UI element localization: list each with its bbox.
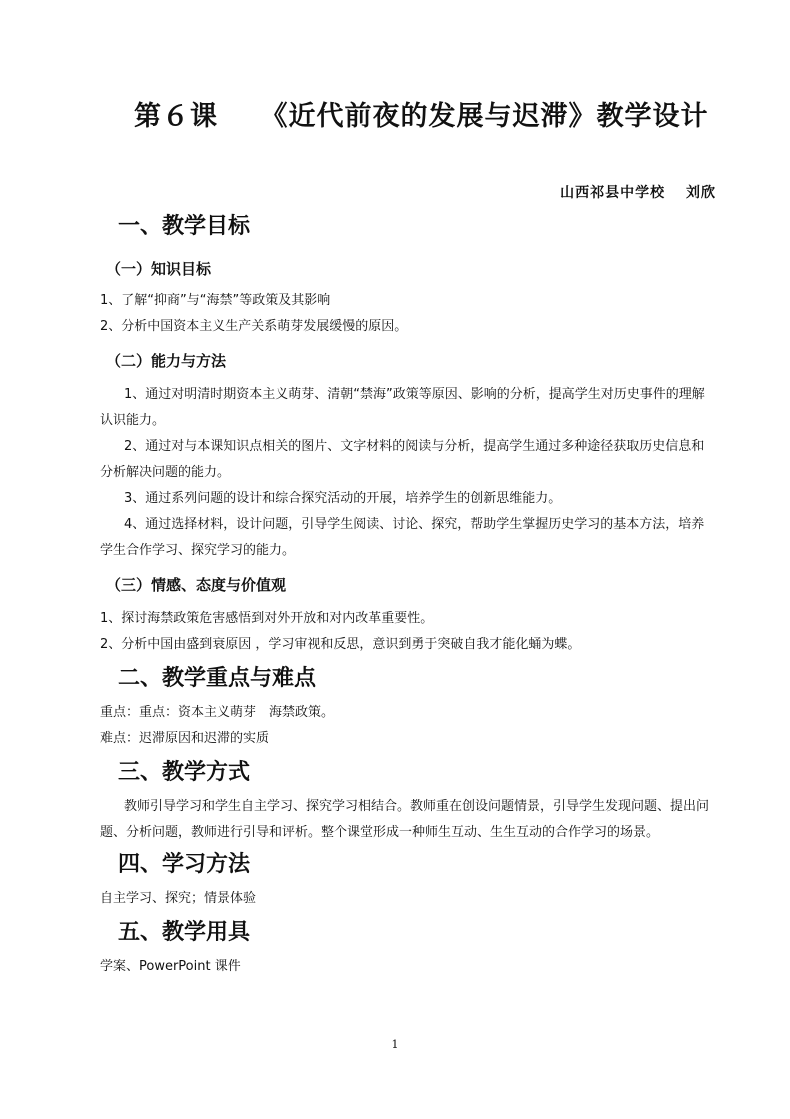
author-line: 山西祁县中学校 刘欣 (560, 185, 716, 201)
subheading-ability: （二）能力与方法 (106, 352, 227, 370)
list-item: 1、通过对明清时期资本主义萌芽、清朝“禁海”政策等原因、影响的分析，提高学生对历史事件的理解认识能力。 (100, 387, 705, 428)
list-item: 难点：迟滞原因和迟滞的实质 (100, 731, 270, 746)
list-item: 重点：重点：资本主义萌芽 海禁政策。 (100, 705, 335, 720)
list-item: 2、分析中国由盛到衰原因 ，学习审视和反思，意识到勇于突破自我才能化蛹为蝶。 (100, 637, 581, 652)
list-item: 2、分析中国资本主义生产关系萌芽发展缓慢的原因。 (100, 319, 408, 334)
list-item: 1、探讨海禁政策危害感悟到对外开放和对内改革重要性。 (100, 611, 434, 626)
section-heading-tools: 五、教学用具 (118, 920, 251, 945)
paragraph: 教师引导学习和学生自主学习、探究学习相结合。教师重在创设问题情景，引导学生发现问题、提出问题、分析问题，教师进行引导和评析。整个课堂形成一种师生互动、生生互动的合作学习的场景。 (100, 799, 710, 840)
paragraph: 学案、PowerPoint 课件 (100, 959, 241, 974)
list-item: 4、通过选择材料，设计问题，引导学生阅读、讨论、探究，帮助学生掌握历史学习的基本方法，培养学生合作学习、探究学习的能力。 (100, 517, 705, 558)
page-number: 1 (391, 1038, 399, 1051)
section-heading-teaching-method: 三、教学方式 (118, 760, 251, 785)
paragraph: 自主学习、探究；情景体验 (100, 891, 257, 906)
list-item: 2、通过对与本课知识点相关的图片、文字材料的阅读与分析，提高学生通过多种途径获取历史信息和分析解决问题的能力。 (100, 439, 705, 480)
list-item: 3、通过系列问题的设计和综合探究活动的开展，培养学生的创新思维能力。 (124, 491, 562, 506)
section-heading-objectives: 一、教学目标 (118, 214, 251, 239)
subheading-knowledge: （一）知识目标 (106, 260, 212, 278)
subheading-attitude: （三）情感、态度与价值观 (106, 576, 287, 594)
list-item: 1、了解“抑商”与“海禁”等政策及其影响 (100, 293, 331, 308)
section-heading-learning-method: 四、学习方法 (118, 852, 251, 877)
page-title: 第６课 《近代前夜的发展与迟滞》教学设计 (134, 101, 709, 132)
section-heading-key-points: 二、教学重点与难点 (118, 666, 317, 691)
